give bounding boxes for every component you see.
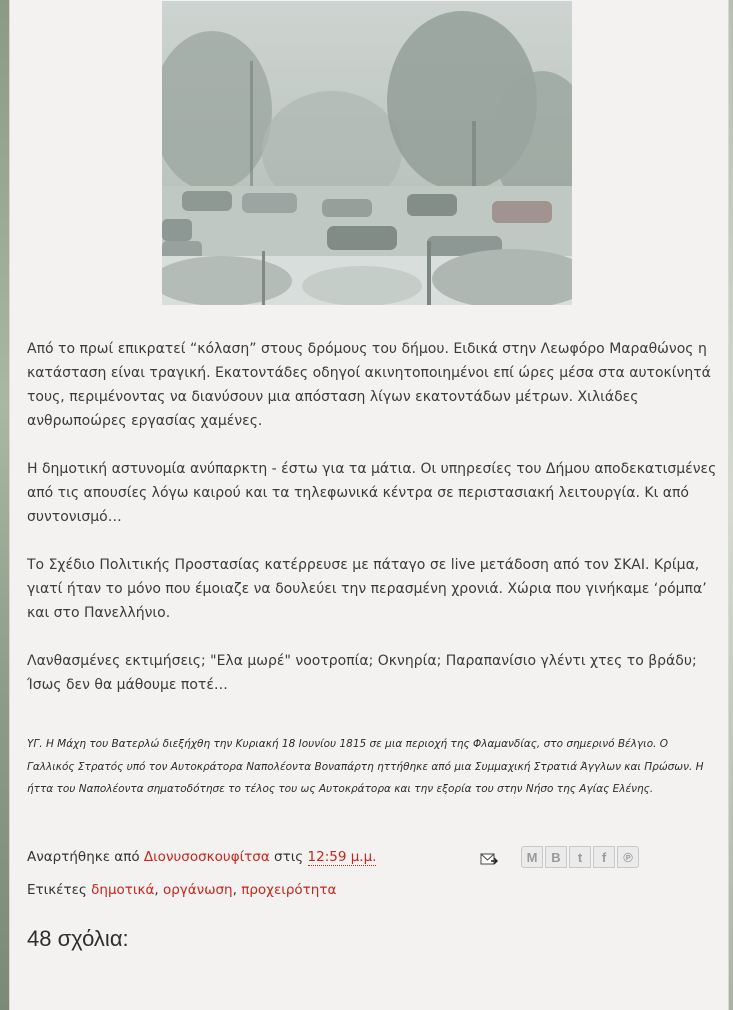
post-paragraph: Λανθασμένες εκτιμήσεις; "Ελα μωρέ" νοοτροπία; Οκνηρία; Παραπανίσιο γλέντι χτες το βράδυ; Ίσως δεν θα μάθουμε ποτέ…: [27, 653, 697, 693]
label-separator: ,: [232, 882, 242, 898]
post-paragraph: Η δημοτική αστυνομία ανύπαρκτη - έστω για τα μάτια. Οι υπηρεσίες του Δήμου αποδεκατισμένες από τις απουσίες λόγω καιρού και τα τηλεφωνικά κέντρα σε περιστασιακή λειτουργία. Κι από συντονισμό…: [27, 461, 717, 525]
email-post-icon[interactable]: [480, 851, 498, 865]
label-link[interactable]: προχειρότητα: [241, 882, 337, 898]
post-postscript: ΥΓ. Η Μάχη του Βατερλώ διεξήχθη την Κυριακή 18 Ιουνίου 1815 σε μια περιοχή της Φλαμανδίας, στο σημερινό Βέλγιο. Ο Γαλλικός Στρατός υπό τον Αυτοκράτορα Ναπολέοντα Βοναπάρτη ηττήθηκε από μια Συμμαχική Στρατιά Άγγλων και Πρώσων. Η ήττα του Ναπολέοντα σηματοδότησε το τέλος του ως Αυτοκράτορα και την εξορία του στην Νήσο της Αγίας Ελένης.: [27, 738, 704, 795]
labels-prefix: Ετικέτες: [27, 882, 92, 898]
post-paragraph: Το Σχέδιο Πολιτικής Προστασίας κατέρρευσε με πάταγο σε live μετάδοση από τον ΣΚΑΙ. Κρίμα, γιατί ήταν το μόνο που έμοιαζε να δουλεύει την περασμένη χρονιά. Χώρια που γινήκαμε ‘ρόμπα’ και στο Πανελλήνιο.: [27, 557, 707, 621]
twitter-icon[interactable]: t: [569, 846, 591, 868]
posted-by-label: Αναρτήθηκε από: [27, 849, 144, 865]
comments-heading: 48 σχόλια:: [27, 926, 129, 951]
share-buttons: [521, 846, 639, 868]
label-separator: ,: [154, 882, 163, 898]
author-link[interactable]: Διονυσοσκουφίτσα: [143, 849, 270, 865]
post-author-line: [27, 849, 376, 865]
post-body: [27, 337, 717, 721]
at-label: στις: [269, 849, 308, 865]
post-labels: [27, 882, 336, 898]
blog-post: [9, 0, 729, 1010]
post-time-link[interactable]: 12:59 μ.μ.: [307, 849, 377, 865]
snowy-street-photo[interactable]: [162, 1, 572, 305]
facebook-icon[interactable]: f: [593, 846, 615, 868]
label-link[interactable]: δημοτικά: [91, 882, 155, 898]
pinterest-icon[interactable]: ℗: [617, 846, 639, 868]
blogger-icon[interactable]: B: [545, 846, 567, 868]
gmail-icon[interactable]: M: [521, 846, 543, 868]
page-background-left: [0, 0, 9, 1010]
post-paragraph: Από το πρωί επικρατεί “κόλαση” στους δρόμους του δήμου. Ειδικά στην Λεωφόρο Μαραθώνος η κατάσταση είναι τραγική. Εκατοντάδες οδηγοί ακινητοποιημένοι επί ώρες μέσα στα αυτοκίνητά τους, περιμένοντας να διανύσουν μια απόσταση λίγων εκατοντάδων μέτρων. Χιλιάδες ανθρωποώρες εργασίας χαμένες.: [27, 341, 711, 429]
label-link[interactable]: οργάνωση: [162, 882, 233, 898]
